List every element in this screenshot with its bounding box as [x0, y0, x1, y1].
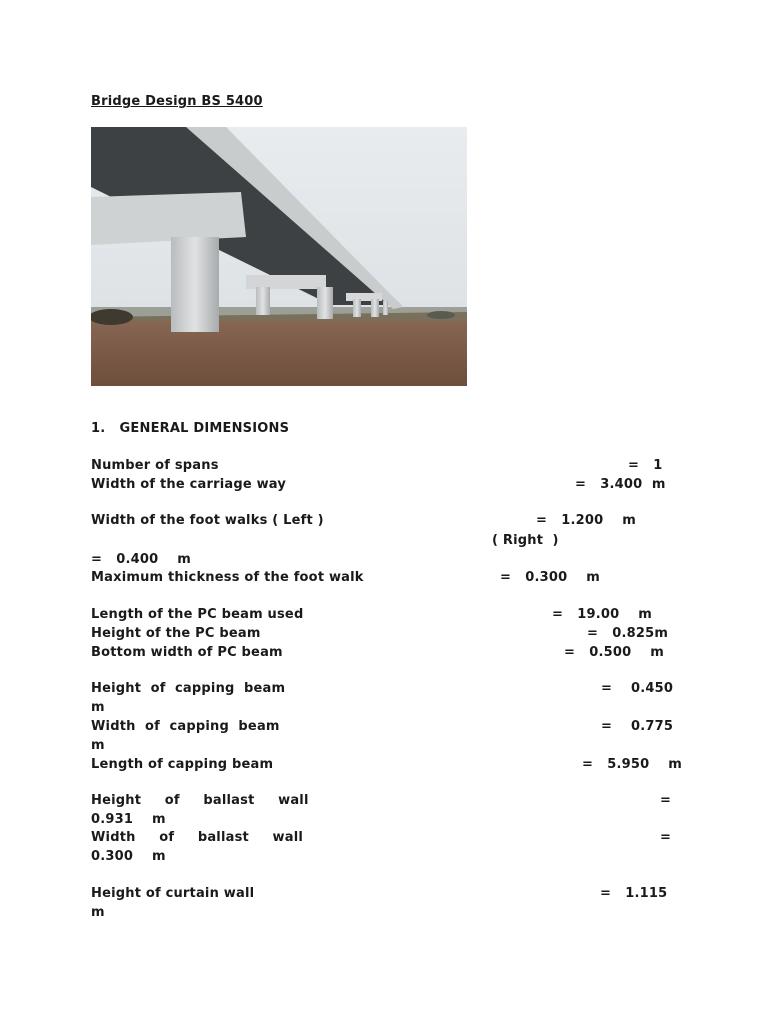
ballast-wall-width-label: Width of ballast wall: [91, 830, 304, 845]
foot-walk-left-value: = 1.200 m: [536, 513, 637, 528]
capping-beam-height-label: Height of capping beam: [91, 681, 286, 696]
foot-walk-right-label: ( Right ): [492, 533, 559, 548]
bridge-photo: [91, 127, 467, 386]
capping-beam-height-value: = 0.450: [601, 681, 674, 696]
ballast-wall-width-value: 0.300 m: [91, 849, 166, 864]
ballast-wall-height-value: 0.931 m: [91, 812, 166, 827]
ballast-wall-height-label: Height of ballast wall: [91, 793, 309, 808]
curtain-wall-height-value: = 1.115: [600, 886, 668, 901]
pc-beam-width-value: = 0.500 m: [564, 645, 665, 660]
foot-walk-left-label: Width of the foot walks ( Left ): [91, 513, 324, 528]
pc-beam-length-label: Length of the PC beam used: [91, 607, 304, 622]
carriage-way-label: Width of the carriage way: [91, 477, 287, 492]
foot-walk-right-value: = 0.400 m: [91, 552, 192, 567]
spans-value: = 1: [628, 458, 663, 473]
pc-beam-width-label: Bottom width of PC beam: [91, 645, 283, 660]
pc-beam-height-value: = 0.825m: [587, 626, 669, 641]
foot-walk-thickness-label: Maximum thickness of the foot walk: [91, 570, 364, 585]
capping-beam-height-unit: m: [91, 700, 105, 715]
ballast-wall-height-equals: =: [660, 793, 672, 808]
capping-beam-width-unit: m: [91, 738, 105, 753]
curtain-wall-height-unit: m: [91, 905, 105, 920]
ballast-wall-width-equals: =: [660, 830, 672, 845]
document-title: Bridge Design BS 5400: [91, 94, 263, 109]
section-heading: 1. GENERAL DIMENSIONS: [91, 421, 290, 436]
capping-beam-length-label: Length of capping beam: [91, 757, 274, 772]
carriage-way-value: = 3.400 m: [575, 477, 666, 492]
foot-walk-thickness-value: = 0.300 m: [500, 570, 601, 585]
curtain-wall-height-label: Height of curtain wall: [91, 886, 255, 901]
capping-beam-width-label: Width of capping beam: [91, 719, 280, 734]
spans-label: Number of spans: [91, 458, 219, 473]
pc-beam-height-label: Height of the PC beam: [91, 626, 261, 641]
capping-beam-width-value: = 0.775: [601, 719, 674, 734]
capping-beam-length-value: = 5.950 m: [582, 757, 683, 772]
pc-beam-length-value: = 19.00 m: [552, 607, 653, 622]
